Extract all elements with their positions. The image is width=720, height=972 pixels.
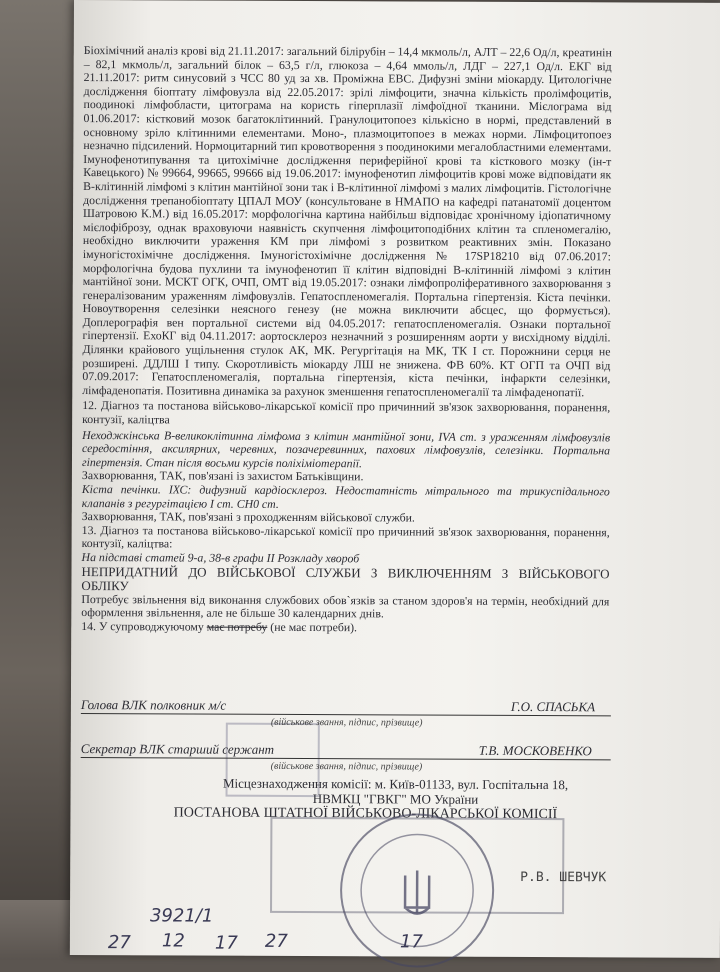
need-text: Потребує звільнення від виконання службових обов`язків за станом здоров'я на термін, необхідний для оформлення звільнення, але не більше 30 календарних днів. [81,591,610,621]
chair-caption: (військове звання, підпис, прізвище) [270,716,423,729]
section-14-struck: має потребу [206,619,268,634]
handwritten-year: 17 [214,932,238,954]
conclusion-2: Захворювання, ТАК, пов'язані з проходженням військової служби. [81,509,415,525]
location-line: Місцезнаходження комісії: м. Київ-01133, вул. Госпітальна 18, [222,775,569,793]
handwritten-number: 3921/1 [149,905,214,927]
handwritten-date-2: 27 [264,930,288,952]
section-14-prefix: 14. У супроводжуючому [81,618,204,634]
chair-label: Голова ВЛК полковник м/с [80,697,227,713]
chair-name: Г.О. СПАСЬКА [510,698,596,715]
verdict-text: НЕПРИДАТНИЙ ДО ВІЙСЬКОВОЇ СЛУЖБИ З ВИКЛЮЧЕННЯМ З ВІЙСЬКОВОГО ОБЛІКУ [81,563,610,593]
secretary-name: Т.В. МОСКОВЕНКО [478,742,592,759]
section-14 [81,620,609,636]
lab-results-paragraph: Біохімічний аналіз крові від 21.11.2017: загальний білірубін – 14,4 мкмоль/л, АЛТ – 22,6 Од/л, креатинін – 82,1 мкмоль/л, загальний білок – 63,5 г/л, глюкоза – 4,64 ммоль/л, ЛДГ – 227,1 Од/л. ЕКГ від 21.11.2017: ритм синусовий з ЧСС 80 уд за хв. Проміжна ЕВС. Дифузні зміни міокарду. Цитологічне дослідження біоптату лімфовузла від 22.05.2017: зрілі лімфоцити, значна кількість пролімфоцитів, поодинокі лімфобласти, цитограма на користь гіперплазії лімфоїдної тканини. Мієлограма від 01.06.2017: кістковий мозок багатоклітинний. Гранулоцитопоез кількісно в нормі, представлений в основному зріло клітинними елементами. Моно-, плазмоцитопоез в межах норми. Лімфоцитопоез незначно підсилений. Нормоцитарний тип кровотворення з поодинокими мегалобластними елементами. Імунофенотипування та цитохімічне дослідження периферійної крові та кісткового мозку (ін-т Кавецького) № 99664, 99665, 99666 від 19.06.2017: імунофенотип лімфоцитів крові може відповідати як В-клітинній лімфомі з клітин мантійної зони так і В-клітинної лімфомі з малих лімфоцитів. Гістологічне дослідження трепанобіоптату ЦПАЛ МОУ (консультоване в НМАПО на кафедрі патанатомії доцентом Шатровою К.М.) від 16.05.2017: морфологічна картина найбільш відповідає хронічному ідіопатичному мієлофіброзу, однак враховуючи наявність скупчення лімфоцитоподібних клітин та спленомегалію, необхідно виключити ураження КМ при лімфомі з розвитком реактивних змін. Показано імуногістохімічне дослідження. Імуногістохімічне дослідження № 17SP18210 від 07.06.2017: морфологічна будова пухлини та імунофенотип її клітин відповідні В-клітинній лімфомі з клітин мантійної зони. МСКТ ОГК, ОЧП, ОМТ від 19.05.2017: ознаки лімфопроліферативного захворювання з генералізованим ураженням лімфовузлів. Гепатоспленомегалія. Портальна гіпертензія. Кіста печінки. Новоутворення селезінки неясного генезу (не можна виключити абсцес, що формується). Доплерографія вен портальної системи від 04.05.2017: гепатоспленомегалія. Ознаки портальної гіпертензії. ЕхоКГ від 04.11.2017: аортосклероз незначний з розширенням аорти у висхідному відділі. Ділянки крайового ущільнення стулок АК, МК. Регургітація на МК, ТК І ст. Порожнини серця не розширені. ДДЛШ І типу. Скоротливість міокарду ЛШ не знижена. ФВ 60%. КТ ОГП та ОЧП від 07.09.2017: Гепатоспленомегалія, портальна гіпертензія, кіста печінки, інфаркти селезінки, лімфаденопатія. Позитивна динаміка за рахунок зменшення гепатоспленомегалії та лімфаденопатії. [82,43,612,400]
conclusion-1: Захворювання, ТАК, пов'язані із захистом Батьківщини. [81,468,364,484]
secretary-label: Секретар ВЛК старший сержант [80,741,275,757]
handwritten-day: 27 [107,932,131,954]
document-body [81,44,612,636]
secretary-caption: (військове звання, підпис, прізвище) [270,760,423,773]
diagnosis-1: Неходжкінська В-великоклітинна лімфома з клітин мантійної зони, IVA ст. з ураженням лімфовузлів середостіння, аксилярних, черевних, позачеревинних, пахових лімфовузлів, селезінки. Портальна гіпертензія. Стан після восьми курсів поліхіміотерапії. [81,427,611,471]
org-line: НВМКЦ "ГВКГ" МО України [312,791,479,807]
basis-text: На підставі статей 9-а, 38-в графи ІІ Розкладу хвороб [81,550,360,566]
section-14-suffix: (не має потреби). [270,619,358,634]
document-sheet [70,0,720,958]
section-13-title: 13. Діагноз та постанова військово-лікарської комісії про причинний зв'язок захворювання, поранення, контузії, каліцтва: [81,522,610,551]
handwritten-month: 12 [161,930,185,952]
stamp-name: Р.В. ШЕВЧУК [520,869,607,886]
section-12-title: 12. Діагноз та постанова військово-лікарської комісії про причинний зв'язок захворювання, поранення, контузії, каліцтва [82,398,611,427]
diagnosis-2: Кіста печінки. ІХС: дифузний кардіосклероз. Недостатність мітрального та трикуспідального клапанів з регургітацією І ст. СН0 ст. [81,482,610,511]
handwritten-date-2-year: 17 [399,931,423,953]
resolution-title: ПОСТАНОВА ШТАТНОЇ ВІЙСЬКОВО-ЛІКАРСЬКОЇ КОМІСІЇ [173,805,558,823]
